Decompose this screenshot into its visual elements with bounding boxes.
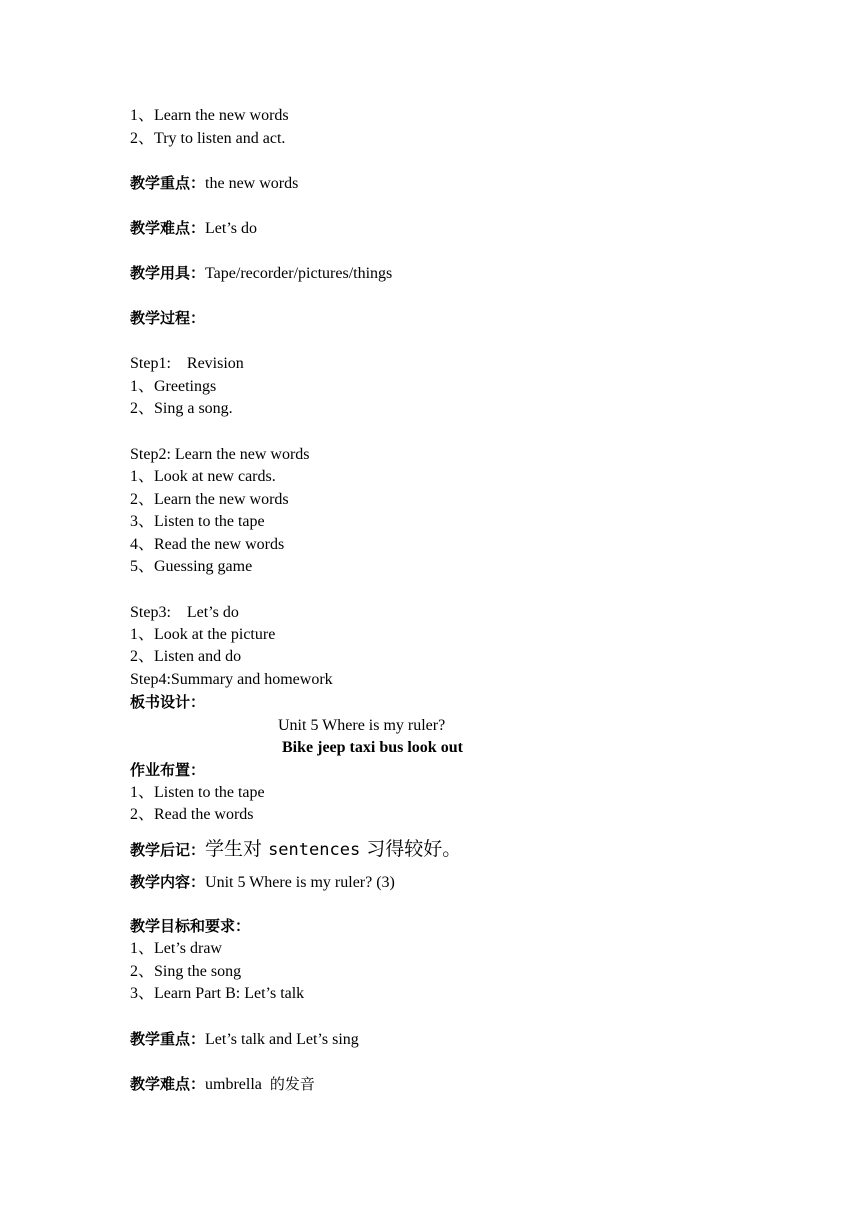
content-label: 教学内容： (130, 873, 206, 891)
difficulty-value: Let’s do (205, 220, 258, 237)
goal-item: 2、Try to listen and act. (130, 130, 286, 147)
difficulty2-label: 教学难点： (130, 1075, 206, 1093)
tools-label: 教学用具： (130, 264, 206, 282)
reflection-text-b: sentences (268, 840, 361, 860)
homework-item: 2、Read the words (130, 806, 254, 823)
step-title: Step4:Summary and homework (130, 671, 333, 688)
focus-value: the new words (205, 175, 299, 192)
content-value: Unit 5 Where is my ruler? (3) (205, 874, 395, 891)
goal-item: 3、Learn Part B: Let’s talk (130, 985, 305, 1002)
step-item: 1、Look at the picture (130, 626, 276, 643)
teaching-focus-2 (130, 1029, 359, 1050)
goal-item: 2、Sing the song (130, 963, 242, 980)
step-title: Step2: Learn the new words (130, 446, 310, 463)
step-item: 1、Greetings (130, 378, 217, 395)
reflection-label: 教学后记： (130, 841, 206, 859)
difficulty2-value-a: umbrella (205, 1076, 270, 1093)
tools-value: Tape/recorder/pictures/things (205, 265, 393, 282)
step-title: Step3: Let’s do (130, 604, 239, 621)
teaching-tools (130, 263, 392, 284)
process-label: 教学过程： (130, 309, 206, 327)
step-item: 2、Learn the new words (130, 491, 289, 508)
difficulty2-value-b: 的发音 (269, 1075, 315, 1093)
step-item: 1、Look at new cards. (130, 468, 276, 485)
step-item: 4、Read the new words (130, 536, 285, 553)
board-line-2: Bike jeep taxi bus look out (282, 739, 463, 756)
board-heading (130, 692, 205, 713)
focus2-label: 教学重点： (130, 1030, 206, 1048)
goal-item: 1、Learn the new words (130, 107, 289, 124)
homework-item: 1、Listen to the tape (130, 784, 265, 801)
teaching-focus (130, 173, 298, 194)
reflection-text-c: 习得较好。 (360, 838, 462, 860)
teaching-reflection (130, 837, 461, 863)
step-title: Step1: Revision (130, 355, 244, 372)
difficulty-label: 教学难点： (130, 219, 206, 237)
reflection-text-a: 学生对 (205, 838, 269, 860)
homework-heading (130, 760, 205, 781)
process-heading (130, 308, 205, 329)
homework-label: 作业布置： (130, 761, 206, 779)
teaching-difficulty-2 (130, 1074, 315, 1095)
step-item: 2、Listen and do (130, 648, 242, 665)
focus2-value: Let’s talk and Let’s sing (205, 1031, 359, 1048)
teaching-content (130, 872, 395, 893)
step-item: 3、Listen to the tape (130, 513, 265, 530)
focus-label: 教学重点： (130, 174, 206, 192)
board-label: 板书设计： (130, 693, 206, 711)
step-item: 2、Sing a song. (130, 400, 233, 417)
step-item: 5、Guessing game (130, 558, 253, 575)
board-line-1: Unit 5 Where is my ruler? (278, 717, 446, 734)
goals-label: 教学目标和要求： (130, 917, 251, 935)
goal-item: 1、Let’s draw (130, 940, 222, 957)
teaching-difficulty (130, 218, 257, 239)
goals-heading (130, 916, 250, 937)
